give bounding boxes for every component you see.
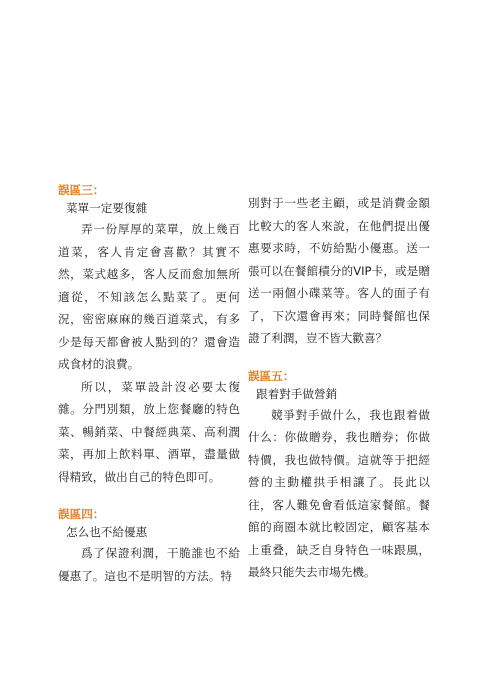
section-4-paragraph-1: 爲了保證利潤，干脆誰也不給優惠了。這也不是明智的方法。特 — [58, 546, 240, 583]
section-4-title: 誤區四： — [58, 507, 105, 521]
section-5-title: 誤區五： — [248, 368, 295, 383]
section-5-subtitle: 跟着對手做營銷 — [256, 386, 338, 401]
section-5-paragraph-1: 競爭對手做什么，我也跟着做什么：你做贈券，我也贈券；你做特價，我也做特價。這就等于把經營的主動權拱手相讓了。長此以往，客人難免會看低這家餐館。餐館的商圈本就比較固定，顧客基本上重叠，缺乏自身特色一味跟風，最終只能失去市場先機。 — [248, 407, 430, 579]
section-3-subtitle: 菜單一定要復雜 — [66, 201, 148, 215]
section-3-paragraph-1: 弄一份厚厚的菜單，放上幾百道菜，客人肯定會喜歡？其實不然，菜式越多，客人反而愈加無所適從，不知該怎么點菜了。更何況，密密麻麻的幾百道菜式，有多少是每天都會被人點到的？還會造成食材的浪費。 — [58, 222, 240, 371]
section-gap — [58, 488, 240, 506]
left-column — [58, 182, 240, 587]
section-gap — [248, 350, 430, 368]
section-3-paragraph-2: 所以，菜單設計沒必要太復雜。分門別類，放上您餐廳的特色菜、暢銷菜、中餐經典菜、高利潤菜，再加上飲料單、酒單，盡量做得精致，做出自己的特色即可。 — [58, 379, 240, 484]
section-4-paragraph-1-continued: 別對于一些老主顧，或是消費金額比較大的客人來說，在他們提出優惠要求時，不妨給點小優惠。送一張可以在餐館積分的VIP卡，或是贈送一兩個小碟菜等。客人的面子有了，下次還會再來；同時餐館也保證了利潤，豈不皆大歡喜？ — [248, 196, 430, 345]
section-4-subtitle: 怎么也不給優惠 — [66, 525, 148, 539]
section-3-title: 誤區三： — [58, 183, 105, 197]
right-column — [248, 192, 430, 584]
